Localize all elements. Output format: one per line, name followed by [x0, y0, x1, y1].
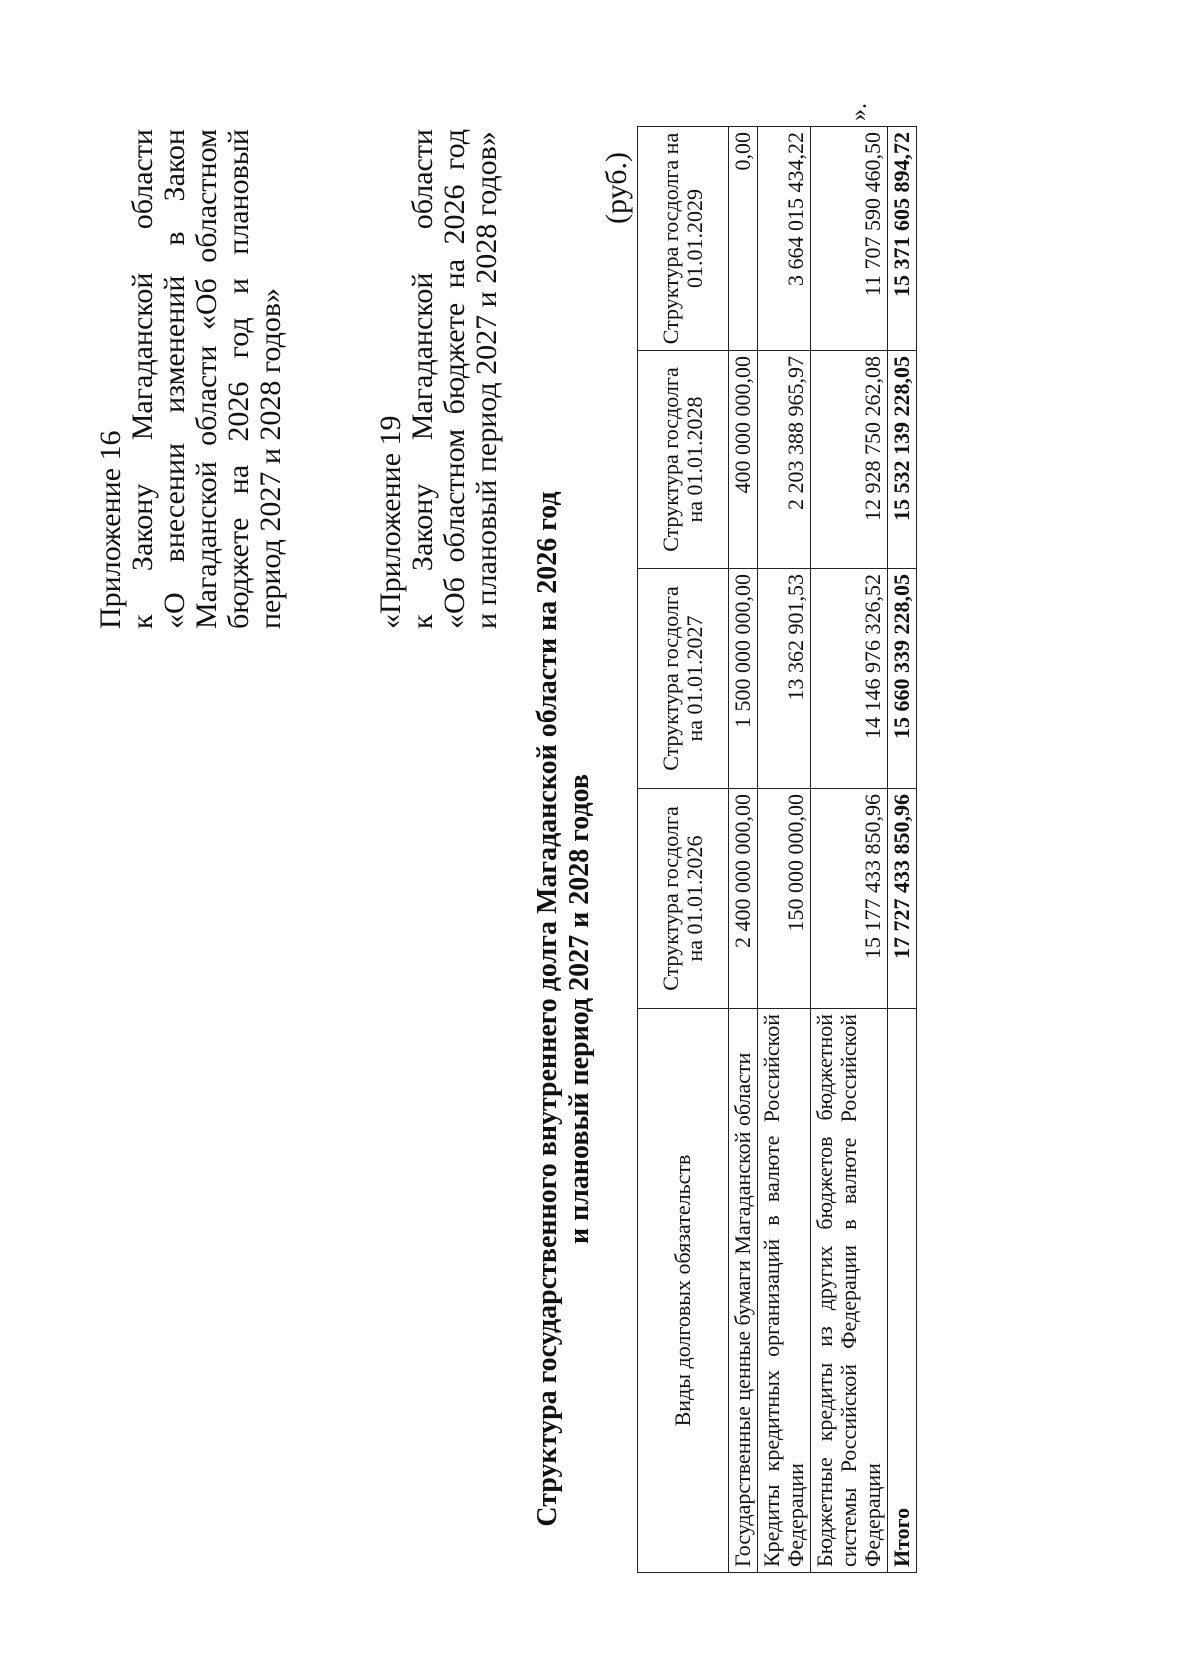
- cell-2029: 0,00: [729, 127, 758, 351]
- appendix-16-line: Магаданской области «Об областном: [190, 129, 223, 629]
- cell-2027: 13 362 901,53: [758, 569, 811, 789]
- row-name: Кредиты кредитных организаций в валюте Российской Федерации: [758, 1009, 811, 1573]
- cell-2028: 12 928 750 262,08: [811, 351, 888, 569]
- row-name: Государственные ценные бумаги Магаданской области: [729, 1009, 758, 1573]
- cell-2026: 2 400 000 000,00: [729, 789, 758, 1009]
- cell-2029: 3 664 015 434,22: [758, 127, 811, 351]
- total-2027: 15 660 339 228,05: [888, 569, 917, 789]
- closing-quote: ».: [846, 103, 872, 121]
- header-debt-2027: Структура госдолга на 01.01.2027: [638, 569, 729, 789]
- cell-2026: 15 177 433 850,96: [811, 789, 888, 1009]
- table-row: [729, 127, 758, 1573]
- appendix-16-line: к Закону Магаданской области: [126, 129, 159, 629]
- header-debt-2026: Структура госдолга на 01.01.2026: [638, 789, 729, 1009]
- appendix-16-line: «О внесении изменений в Закон: [158, 129, 191, 629]
- header-obligation-types: Виды долговых обязательств: [638, 1009, 729, 1573]
- table-row: [811, 127, 888, 1573]
- document-title: [532, 459, 596, 1559]
- debt-structure-table: [637, 126, 917, 1573]
- cell-2028: 400 000 000,00: [729, 351, 758, 569]
- cell-2029: 11 707 590 460,50: [811, 127, 888, 351]
- appendix-19-line: «Об областном бюджете на 2026 год: [438, 129, 471, 629]
- appendix-19-line: и плановый период 2027 и 2028 годов»: [470, 131, 503, 629]
- appendix-19-line: «Приложение 19: [374, 415, 407, 629]
- appendix-16-line: бюджете на 2026 год и плановый: [222, 129, 255, 629]
- cell-2027: 14 146 976 326,52: [811, 569, 888, 789]
- cell-2028: 2 203 388 965,97: [758, 351, 811, 569]
- appendix-16-line: период 2027 и 2028 годов»: [254, 287, 287, 629]
- cell-2026: 150 000 000,00: [758, 789, 811, 1009]
- row-name: Бюджетные кредиты из других бюджетов бюджетной системы Российской Федерации в валюте Российской Федерации: [811, 1009, 888, 1573]
- table-row: [758, 127, 811, 1573]
- currency-unit-label: (руб.): [600, 152, 633, 224]
- appendix-19-header: [375, 129, 503, 629]
- table-total-row: [888, 127, 917, 1573]
- document-title-line-2: и плановый период 2027 и 2028 годов: [564, 773, 595, 1245]
- cell-2027: 1 500 000 000,00: [729, 569, 758, 789]
- total-2029: 15 371 605 894,72: [888, 127, 917, 351]
- total-2028: 15 532 139 228,05: [888, 351, 917, 569]
- document-title-line-1: Структура государственного внутреннего долга Магаданской области на 2026 год: [532, 491, 563, 1527]
- total-label: Итого: [888, 1009, 917, 1573]
- appendix-19-line: к Закону Магаданской области: [406, 129, 439, 629]
- table-header-row: [638, 127, 729, 1573]
- appendix-16-line: Приложение 16: [94, 430, 127, 629]
- total-2026: 17 727 433 850,96: [888, 789, 917, 1009]
- header-debt-2028: Структура госдолга на 01.01.2028: [638, 351, 729, 569]
- header-debt-2029: Структура госдолга на 01.01.2029: [638, 127, 729, 351]
- appendix-16-header: [95, 129, 287, 629]
